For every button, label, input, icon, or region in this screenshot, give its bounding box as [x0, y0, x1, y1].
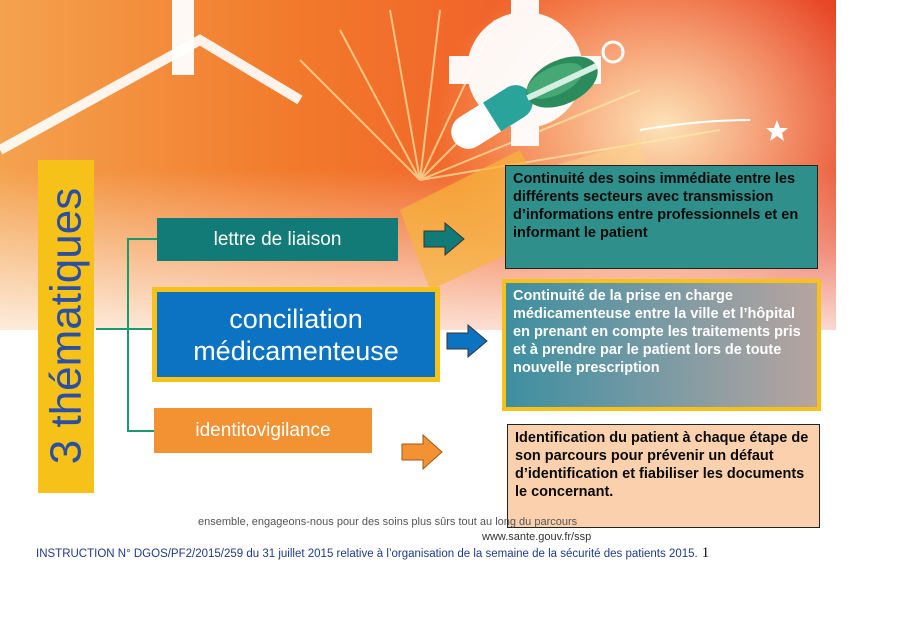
description-conciliation: Continuité de la prise en charge médicamenteuse entre la ville et l’hôpital en prenant en compte les traitements pris et à prendre par le patient lors de toute nouvelle prescription — [502, 279, 821, 411]
description-identitovigilance: Identification du patient à chaque étape de son parcours pour prévenir un défaut d’identification et fiabiliser les documents le concernant. — [507, 424, 820, 528]
page-number: 1 — [701, 545, 710, 561]
description-lettre-de-liaison: Continuité des soins immédiate entre les différents secteurs avec transmission d’informations entre professionnels et en informant le patient — [505, 165, 818, 269]
footer-slogan: ensemble, engageons-nous pour des soins plus sûrs tout au long du parcours — [198, 516, 578, 528]
theme-lettre-de-liaison: lettre de liaison — [157, 218, 398, 261]
footer-url: www.sante.gouv.fr/ssp — [482, 531, 592, 543]
arrow-right-icon — [401, 434, 443, 470]
instruction-text: INSTRUCTION N° DGOS/PF2/2015/259 du 31 juillet 2015 relative à l’organisation de la semaine de la sécurité des patients 2015. — [36, 548, 698, 560]
arrow-right-icon — [446, 324, 488, 358]
vertical-title: 3 thématiques — [41, 187, 91, 465]
theme-conciliation-line1: conciliation — [229, 303, 363, 334]
theme-identitovigilance: identitovigilance — [154, 408, 372, 453]
theme-conciliation-medicamenteuse — [157, 292, 435, 377]
theme-conciliation-line2: médicamenteuse — [193, 335, 399, 366]
bracket-top — [127, 238, 157, 240]
bracket-vertical — [127, 238, 129, 431]
bracket-bottom — [127, 430, 154, 432]
bracket-middle — [96, 328, 156, 330]
instruction-footnote — [36, 545, 709, 562]
arrow-right-icon — [423, 222, 465, 256]
